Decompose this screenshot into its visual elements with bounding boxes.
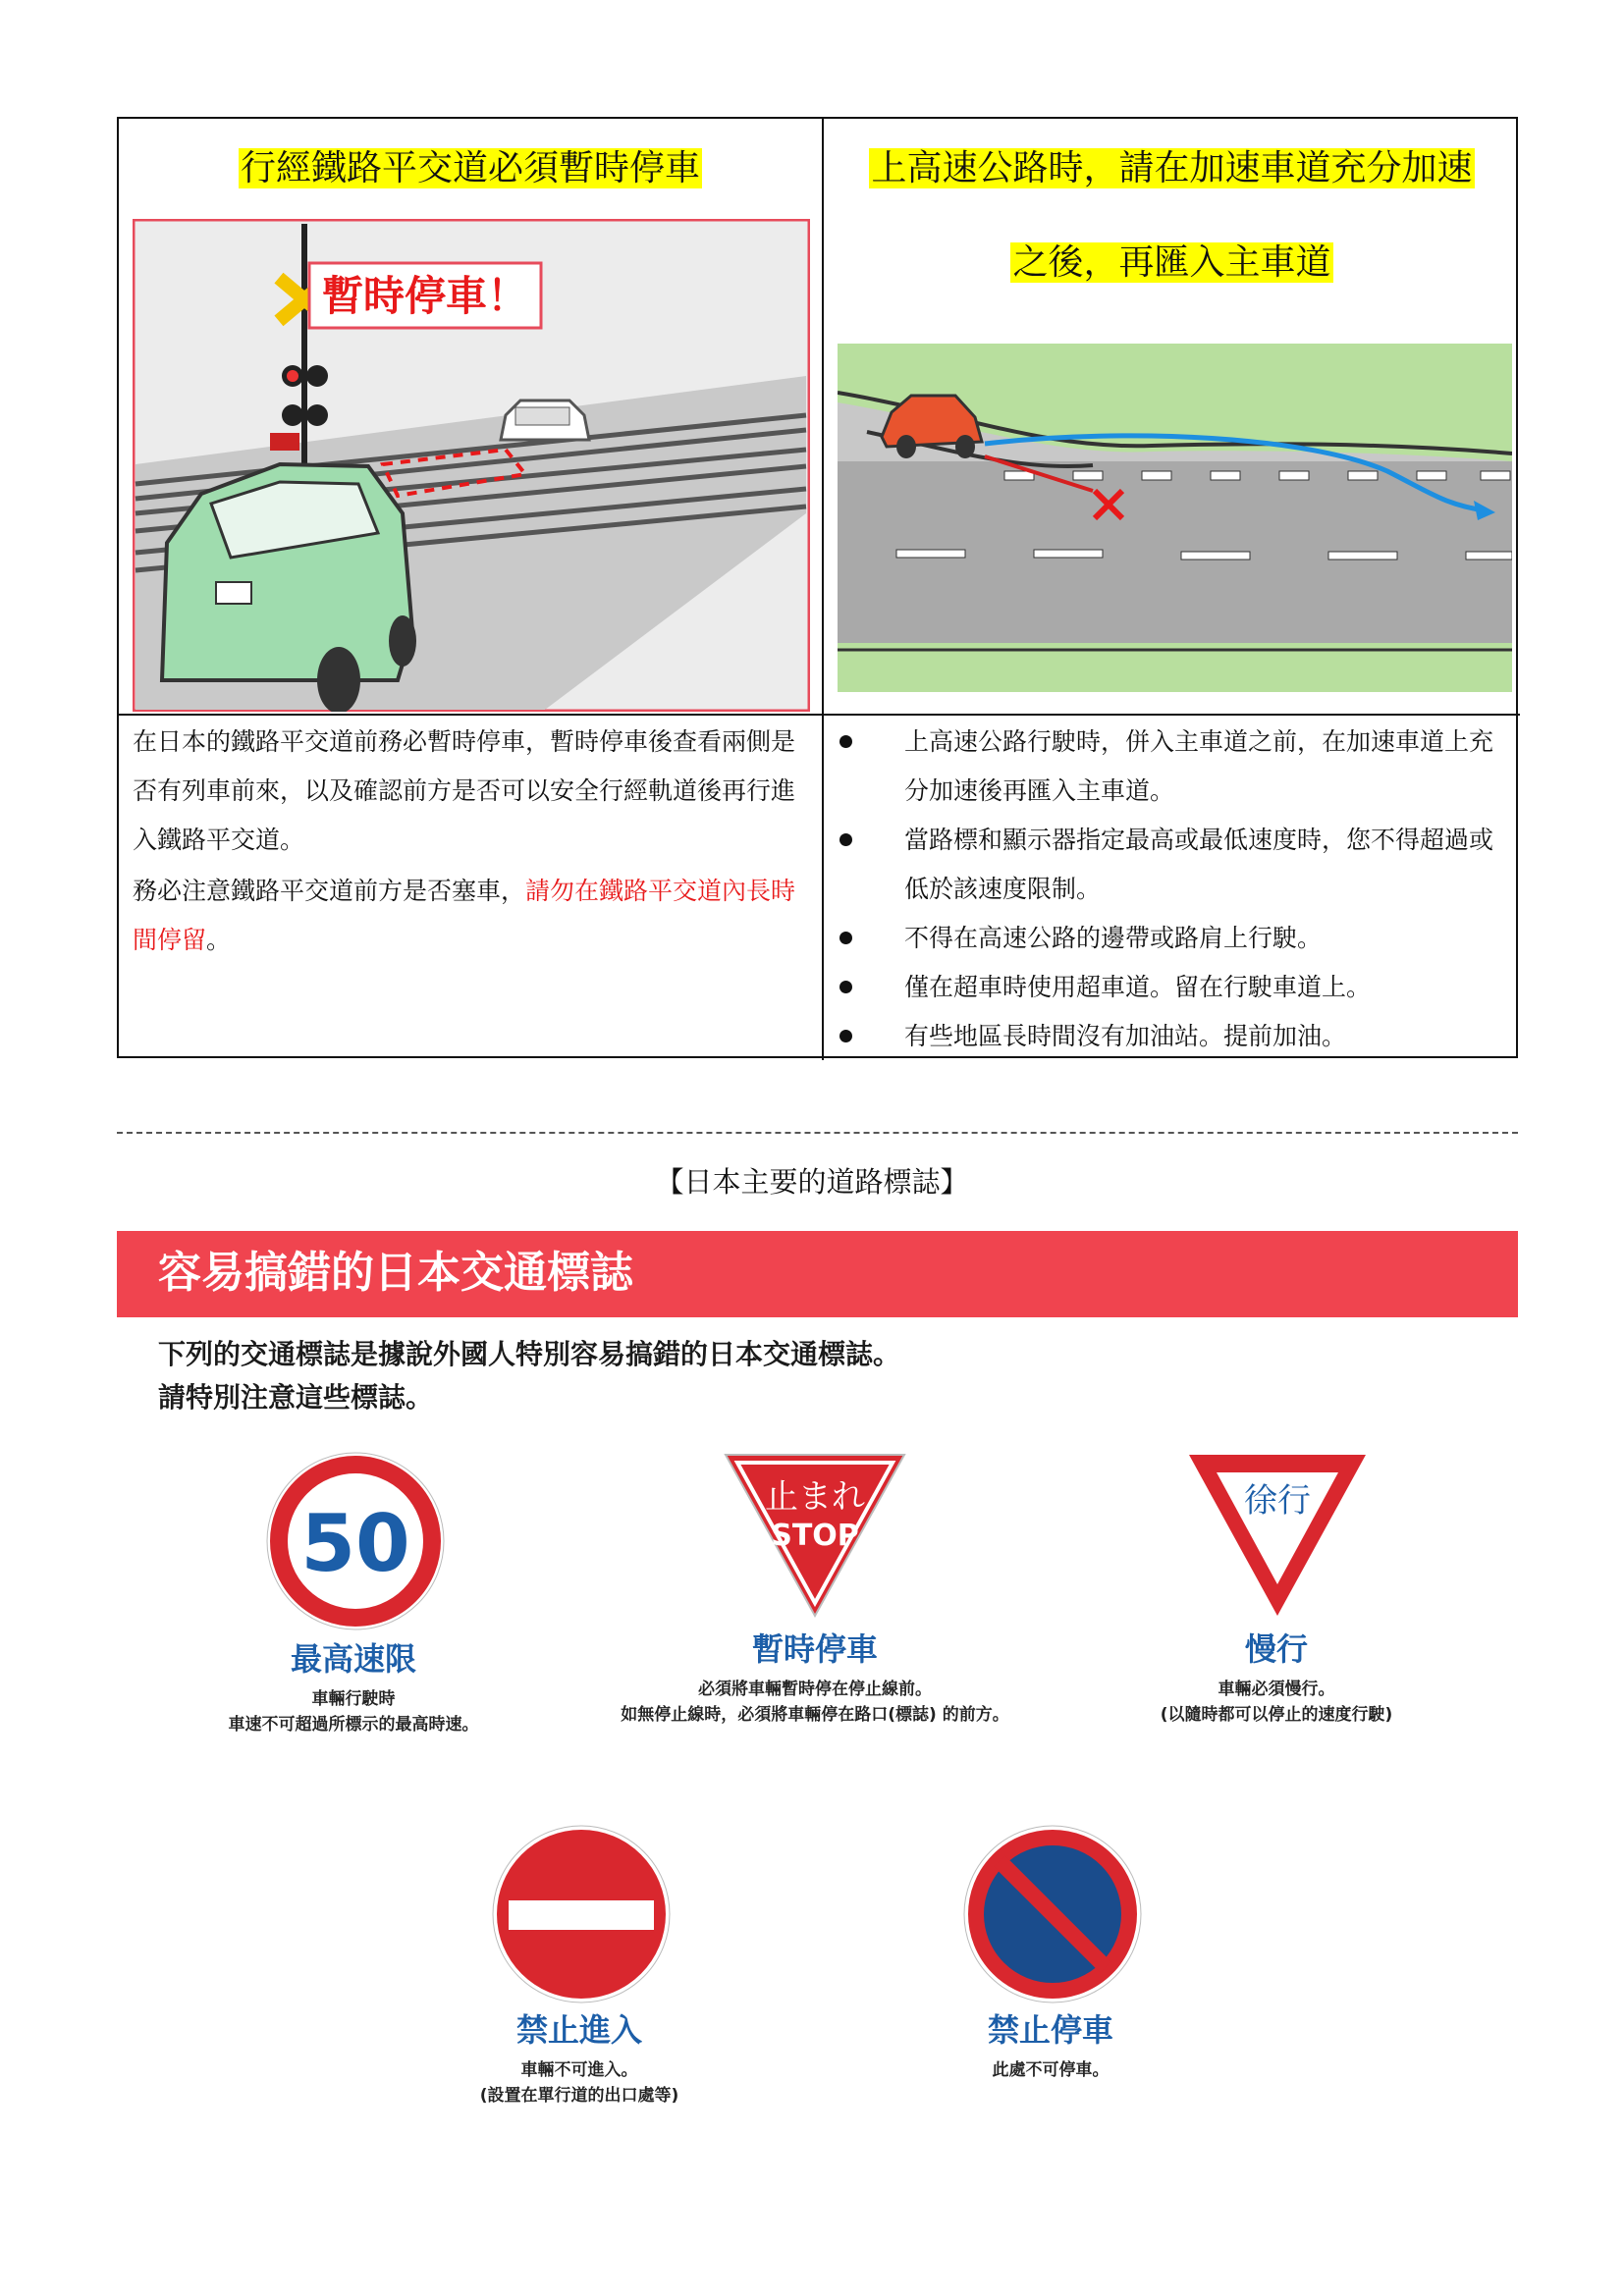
list-item-text: 不得在高速公路的邊帶或路肩上行駛。 [904,924,1323,952]
railway-crossing-illustration [133,219,810,712]
sign-desc-speed-limit-2: 車速不可超過所標示的最高時速。 [228,1715,479,1735]
slow-sign-text: 徐行 [1244,1481,1311,1521]
banner-title: 容易搞錯的日本交通標誌 [158,1248,633,1298]
list-item [824,1012,1520,1060]
stop-sign-text-en: STOP [771,1519,859,1553]
railway-title: 行經鐵路平交道必須暫時停車 [240,148,700,188]
sign-name-stop: 暫時停車 [751,1630,878,1668]
intro-line-2: 請特別注意這些標誌。 [158,1381,434,1414]
sign-desc-no-entry-1: 車輛不可進入。 [520,2060,638,2080]
bullet-icon [839,981,852,993]
sign-name-no-parking: 禁止停車 [987,2011,1113,2049]
sign-desc-slow-1: 車輛必須慢行。 [1218,1680,1335,1699]
railway-paragraph-2-prefix: 務必注意鐵路平交道前方是否塞車， [133,877,526,905]
stop-sign-text-jp: 止まれ [765,1477,865,1517]
list-item-text: 上高速公路行駛時，併入主車道之前，在加速車道上充分加速後再匯入主車道。 [904,727,1494,805]
sign-desc-no-entry-2: (設置在單行道的出口處等) [479,2086,679,2106]
highway-text-cell [822,714,1520,1060]
speed-limit-value: 50 [300,1498,410,1589]
highway-title-line1: 上高速公路時，請在加速車道充分加速 [871,148,1473,188]
list-item [824,816,1520,914]
stop-label: 暫時停車！ [321,272,529,320]
speed-limit-sign-icon [265,1451,446,1631]
sign-name-no-entry: 禁止進入 [515,2011,642,2049]
sign-desc-no-parking-1: 此處不可停車。 [992,2060,1110,2080]
slow-sign-icon [1185,1451,1370,1620]
bullet-icon [839,1030,852,1042]
railway-crossing-cell [119,119,822,714]
list-item-text: 當路標和顯示器指定最高或最低速度時，您不得超過或低於該速度限制。 [904,826,1494,903]
highway-merge-illustration [838,344,1512,692]
railway-warning-text: 請勿在鐵路平交道內長時間停留 [133,877,796,954]
sign-desc-slow-2: (以隨時都可以停止的速度行駛) [1160,1705,1393,1725]
intro-line-1: 下列的交通標誌是據說外國人特別容易搞錯的日本交通標誌。 [158,1338,901,1370]
railway-paragraph-1: 在日本的鐵路平交道前務必暫時停車，暫時停車後查看兩側是否有列車前來，以及確認前方是否可以安全行經軌道後再行進入鐵路平交道。 [133,727,796,854]
sign-desc-stop-2: 如無停止線時，必須將車輛停在路口(標誌) 的前方。 [621,1705,1009,1725]
list-item [824,914,1520,963]
no-entry-sign-icon [491,1824,672,2004]
sign-name-slow: 慢行 [1244,1630,1308,1668]
sign-name-speed-limit: 最高速限 [290,1640,416,1678]
info-table [117,117,1518,1058]
stop-sign-icon [722,1451,908,1620]
list-item-text: 有些地區長時間沒有加油站。提前加油。 [904,1022,1347,1050]
highway-rules-list [824,716,1520,1060]
highway-merge-cell [822,119,1520,714]
bullet-icon [839,735,852,748]
list-item [824,963,1520,1012]
intro-text [158,1333,900,1419]
banner [117,1231,1518,1317]
section-header: 【日本主要的道路標誌】 [655,1165,969,1199]
no-parking-sign-icon [962,1824,1143,2004]
railway-paragraph-2-suffix: 。 [206,926,232,954]
list-item-text: 僅在超車時使用超車道。留在行駛車道上。 [904,973,1372,1001]
bullet-icon [839,932,852,944]
sign-desc-speed-limit-1: 車輛行駛時 [311,1689,396,1709]
railway-paragraph-2 [119,867,822,967]
highway-title-line2: 之後，再匯入主車道 [1012,242,1331,283]
railway-text-cell [119,714,822,1060]
list-item [824,718,1520,816]
divider [117,1132,1518,1134]
bullet-icon [839,833,852,846]
sign-desc-stop-1: 必須將車輛暫時停在停止線前。 [698,1680,932,1699]
